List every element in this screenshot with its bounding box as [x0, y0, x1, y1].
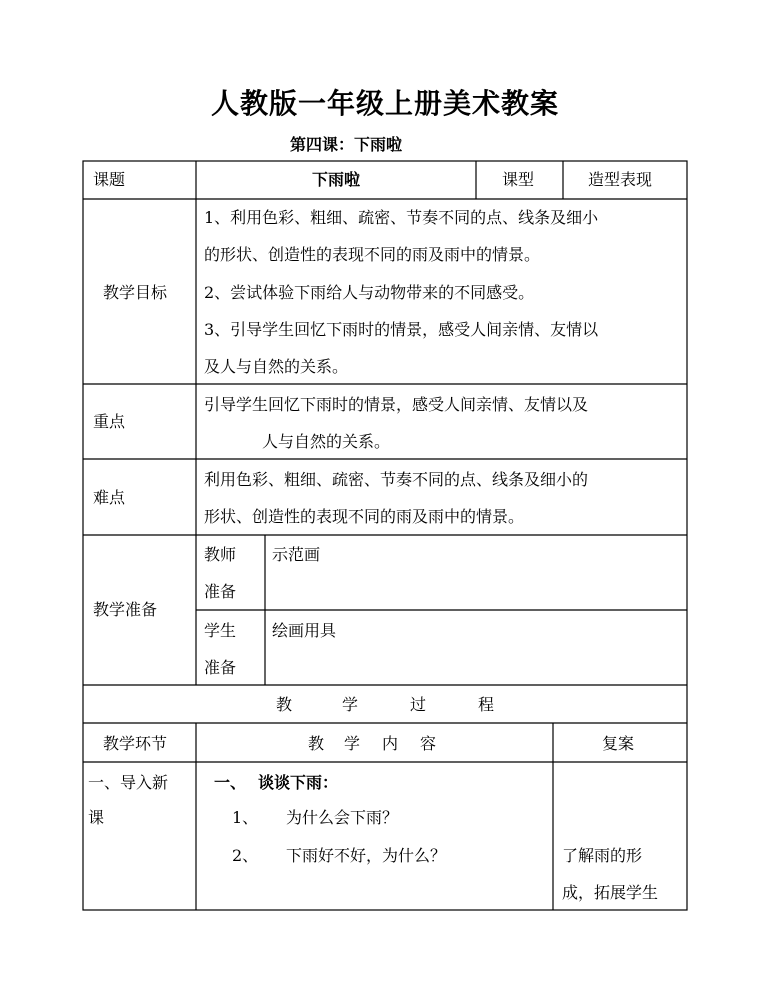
student-prep-value: 绘画用具	[272, 621, 337, 640]
key-point-line: 人与自然的关系。	[262, 432, 391, 451]
student-prep-label: 学生	[204, 621, 237, 640]
stage-column-header: 教学环节	[103, 734, 168, 753]
question-text: 下雨好不好，为什么？	[286, 846, 447, 865]
student-prep-label: 准备	[204, 658, 237, 677]
review-note: 成，拓展学生	[562, 883, 659, 902]
question-number: 2、	[232, 846, 259, 865]
difficulty-line: 形状、创造性的表现不同的雨及雨中的情景。	[204, 507, 525, 526]
page-title: 人教版一年级上册美术教案	[210, 87, 559, 120]
section-title: 谈谈下雨：	[258, 773, 339, 792]
lesson-subtitle: 第四课：下雨啦	[290, 135, 403, 154]
stage-name: 课	[88, 808, 105, 827]
content-column-header-char: 学	[344, 734, 361, 753]
topic-label: 课题	[93, 170, 126, 189]
content-column-header-char: 教	[308, 734, 325, 753]
lesson-type-value: 造型表现	[588, 170, 653, 189]
teacher-prep-label: 教师	[204, 545, 237, 564]
key-point-label: 重点	[93, 412, 126, 431]
goals-line: 1、利用色彩、粗细、疏密、节奏不同的点、线条及细小	[204, 208, 599, 227]
question-text: 为什么会下雨？	[286, 808, 399, 827]
content-column-header-char: 容	[420, 734, 437, 753]
difficulty-label: 难点	[93, 488, 126, 507]
goals-line: 的形状、创造性的表现不同的雨及雨中的情景。	[204, 245, 541, 264]
teacher-prep-label: 准备	[204, 582, 237, 601]
review-note: 了解雨的形	[562, 846, 643, 865]
teacher-prep-value: 示范画	[272, 545, 321, 564]
question-number: 1、	[232, 808, 259, 827]
review-column-header: 复案	[602, 734, 635, 753]
process-heading-char: 过	[410, 695, 427, 714]
goals-line: 3、引导学生回忆下雨时的情景，感受人间亲情、友情以	[204, 320, 599, 339]
topic-value: 下雨啦	[312, 170, 361, 189]
section-number: 一、	[214, 773, 247, 792]
content-column-header-char: 内	[382, 734, 399, 753]
goals-line: 及人与自然的关系。	[204, 357, 349, 376]
goals-line: 2、尝试体验下雨给人与动物带来的不同感受。	[204, 283, 535, 302]
key-point-line: 引导学生回忆下雨时的情景，感受人间亲情、友情以及	[204, 395, 589, 414]
process-heading-char: 教	[276, 695, 293, 714]
goals-label: 教学目标	[103, 283, 168, 302]
difficulty-line: 利用色彩、粗细、疏密、节奏不同的点、线条及细小的	[204, 470, 589, 489]
process-heading-char: 学	[342, 695, 359, 714]
process-heading-char: 程	[478, 695, 495, 714]
stage-name: 一、导入新	[88, 773, 169, 792]
lesson-type-label: 课型	[502, 170, 535, 189]
prep-label: 教学准备	[93, 600, 158, 619]
